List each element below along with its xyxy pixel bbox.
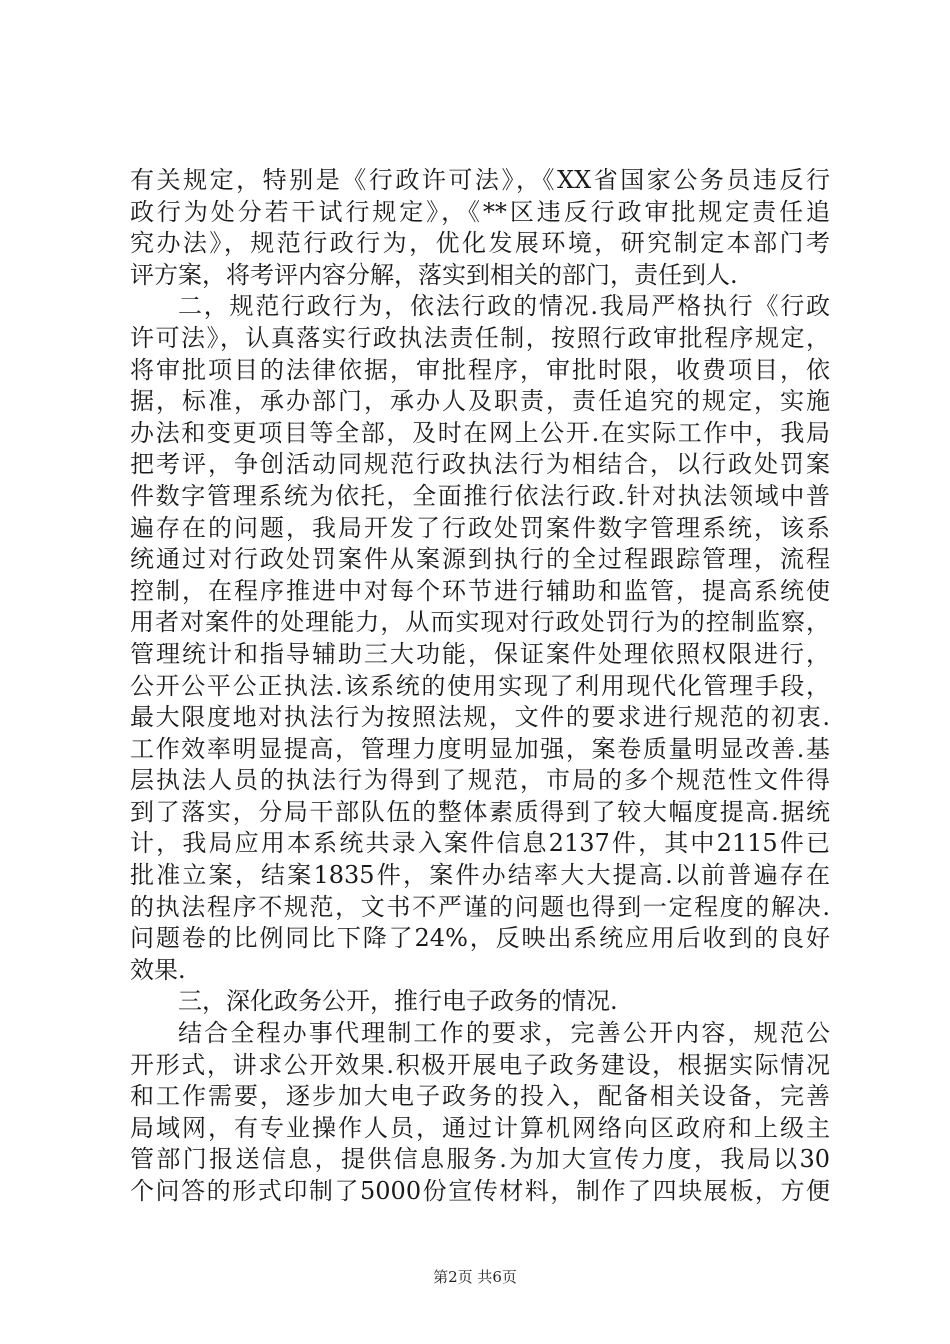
text-line: 批准立案，结案1835件，案件办结率大大提高.以前普遍存在: [130, 861, 830, 890]
text-line: 管理统计和指导辅助三大功能，保证案件处理依照权限进行，: [130, 639, 830, 668]
text-line: 的执法程序不规范，文书不严谨的问题也得到一定程度的解决.: [130, 892, 830, 921]
text-line: 统通过对行政处罚案件从案源到执行的全过程跟踪管理，流程: [130, 545, 830, 574]
text-line: 评方案，将考评内容分解，落实到相关的部门，责任到人.: [130, 260, 738, 289]
text-line: 政行为处分若干试行规定》，《**区违反行政审批规定责任追: [130, 197, 830, 226]
text-line: 计，我局应用本系统共录入案件信息2137件，其中2115件已: [130, 829, 830, 858]
text-line: 开形式，讲求公开效果.积极开展电子政务建设，根据实际情况: [130, 1050, 830, 1079]
text-line: 层执法人员的执法行为得到了规范，市局的多个规范性文件得: [130, 766, 830, 795]
document-body: [130, 165, 830, 1208]
text-line: 和工作需要，逐步加大电子政务的投入，配备相关设备，完善: [130, 1082, 830, 1111]
text-line: 把考评，争创活动同规范行政执法行为相结合，以行政处罚案: [130, 450, 830, 479]
text-line: 效果.: [130, 955, 186, 984]
text-line: 据，标准，承办部门，承办人及职责，责任追究的规定，实施: [130, 387, 830, 416]
text-line: 结合全程办事代理制工作的要求，完善公开内容，规范公: [178, 1019, 830, 1048]
text-line: 最大限度地对执法行为按照法规，文件的要求进行规范的初衷.: [130, 703, 830, 732]
text-line: 究办法》，规范行政行为，优化发展环境，研究制定本部门考: [130, 229, 830, 258]
text-line: 遍存在的问题，我局开发了行政处罚案件数字管理系统，该系: [130, 513, 830, 542]
page-number-footer: 第2页 共6页: [433, 1268, 517, 1286]
text-line: 二，规范行政行为，依法行政的情况.我局严格执行《行政: [178, 292, 830, 321]
text-line: 局域网，有专业操作人员，通过计算机网络向区政府和上级主: [130, 1113, 830, 1142]
text-line: 件数字管理系统为依托，全面推行依法行政.针对执法领域中普: [130, 481, 830, 510]
text-line: 工作效率明显提高，管理力度明显加强，案卷质量明显改善.基: [130, 734, 830, 763]
text-line: 有关规定，特别是《行政许可法》，《XX省国家公务员违反行: [130, 166, 830, 194]
text-line: 将审批项目的法律依据，审批程序，审批时限，收费项目，依: [130, 355, 830, 384]
text-line: 用者对案件的处理能力，从而实现对行政处罚行为的控制监察，: [130, 608, 830, 637]
text-line: 公开公平公正执法.该系统的使用实现了利用现代化管理手段，: [130, 671, 830, 700]
text-line: 问题卷的比例同比下降了24%，反映出系统应用后收到的良好: [130, 924, 830, 953]
text-line: 办法和变更项目等全部，及时在网上公开.在实际工作中，我局: [130, 418, 830, 447]
text-line: 许可法》，认真落实行政执法责任制，按照行政审批程序规定，: [130, 323, 830, 352]
text-line: 到了落实，分局干部队伍的整体素质得到了较大幅度提高.据统: [130, 797, 830, 826]
text-line: 管部门报送信息，提供信息服务.为加大宣传力度，我局以30: [130, 1145, 830, 1174]
text-line: 个问答的形式印制了5000份宣传材料，制作了四块展板，方便: [130, 1177, 830, 1205]
text-line: 控制，在程序推进中对每个环节进行辅助和监管，提高系统使: [130, 576, 830, 605]
text-line: 三，深化政务公开，推行电子政务的情况.: [178, 987, 618, 1016]
